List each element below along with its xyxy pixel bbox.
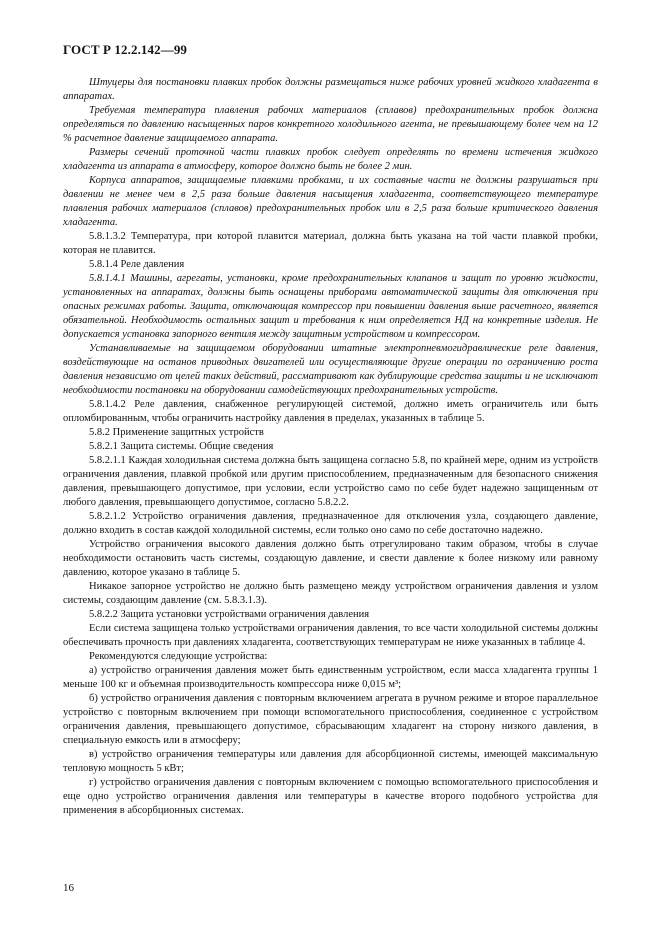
paragraph: 5.8.1.4.2 Реле давления, снабженное регулирующей системой, должно иметь ограничитель или быть опломбированным, чтобы ограничить настройку давления в пределах, указанных в таблице 5. bbox=[63, 399, 598, 424]
paragraph: Корпуса аппаратов, защищаемые плавкими пробками, и их составные части не должны разрушаться при давлении не менее чем в 2,5 раза больше давления насыщения хладагента, соответствующего температуре плавления рабочих материалов (сплавов) предохранительных пробок или в 2,5 раза больше критического давления хладагента. bbox=[63, 175, 598, 228]
section-heading: 5.8.1.4 Реле давления bbox=[89, 259, 185, 270]
paragraph: Никакое запорное устройство не должно быть размещено между устройством ограничения давления и узлом системы, создающим давление (см. 5.8.3.1.3). bbox=[63, 581, 598, 606]
paragraph: Штуцеры для постановки плавких пробок должны размещаться ниже рабочих уровней жидкого хладагента в аппаратах. bbox=[63, 77, 598, 102]
paragraph: Рекомендуются следующие устройства: bbox=[89, 651, 268, 662]
paragraph: Если система защищена только устройствами ограничения давления, то все части холодильной системы должны обеспечивать прочность при давлениях хладагента, соответствующих температурам не ниже указанных в таблице 4. bbox=[63, 623, 598, 648]
document-header: ГОСТ Р 12.2.142—99 bbox=[63, 42, 188, 57]
page-number: 16 bbox=[63, 882, 74, 894]
document-body bbox=[63, 76, 598, 818]
paragraph: Устанавливаемые на защищаемом оборудовании штатные электропневмогидравлические реле давления, воздействующие на останов приводных двигателей или осуществляющие другие операции по ограничению роста давления независимо от целей таких действий, рассматривают как дублирующие средства защиты и не исключают необходимости постановки на оборудовании самодействующих предохранительных устройств. bbox=[63, 343, 598, 396]
paragraph: 5.8.2.1.1 Каждая холодильная система должна быть защищена согласно 5.8, по крайней мере, одним из устройств ограничения давления, плавкой пробкой или другим приспособлением, предназначенным для безопасного снижения давления, превышающего допустимое, при условии, если устройство само по себе будет надежно защищенным от любого давления, превышающего допустимое, согласно 5.8.2.2. bbox=[63, 455, 598, 508]
list-item: а) устройство ограничения давления может быть единственным устройством, если масса хладагента группы 1 меньше 100 кг и объемная производительность компрессора ниже 0,015 м³; bbox=[63, 665, 598, 690]
section-heading: 5.8.2.1 Защита системы. Общие сведения bbox=[89, 441, 274, 452]
paragraph: Размеры сечений проточной части плавких пробок следует определять по времени истечения жидкого хладагента из аппарата в атмосферу, которое должно быть не более 2 мин. bbox=[63, 147, 598, 172]
list-item: г) устройство ограничения давления с повторным включением с помощью вспомогательного приспособления и еще одно устройство ограничения давления или температуры в качестве второго подобного устройства для применения в абсорбционных системах. bbox=[63, 777, 598, 816]
list-item: б) устройство ограничения давления с повторным включением агрегата в ручном режиме и второе параллельное устройство с повторным включением при помощи вспомогательного приспособления, соединенное с устройством ограничения давления, превышающего допустимое, сбрасывающим хладагент на сторону низкого давления, в специальную емкость или в атмосферу; bbox=[63, 693, 598, 746]
paragraph: 5.8.2.1.2 Устройство ограничения давления, предназначенное для отключения узла, создающего давление, должно входить в состав каждой холодильной системы, если только оно само по себе достаточно надежно. bbox=[63, 511, 598, 536]
paragraph: 5.8.1.4.1 Машины, агрегаты, установки, кроме предохранительных клапанов и защит по уровню жидкости, установленных на аппаратах, должны быть оснащены приборами автоматической защиты для отключения при опасных режимах работы. Защита, отключающая компрессор при повышении давления выше расчетного, является обязательной. Необходимость остальных защит и требования к ним определяется НД на конкретные изделия. Не допускается установка запорного вентиля между защитным устройством и компрессором. bbox=[63, 273, 598, 340]
section-heading: 5.8.2 Применение защитных устройств bbox=[89, 427, 264, 438]
list-item: в) устройство ограничения температуры или давления для абсорбционной системы, имеющей максимальную тепловую мощность 5 кВт; bbox=[63, 749, 598, 774]
paragraph: 5.8.1.3.2 Температура, при которой плавится материал, должна быть указана на той части плавкой пробки, которая не плавится. bbox=[63, 231, 598, 256]
paragraph: Требуемая температура плавления рабочих материалов (сплавов) предохранительных пробок должна определяться по давлению насыщенных паров конкретного холодильного агента, не превышающему более чем на 12 % расчетное давление защищаемого аппарата. bbox=[63, 105, 598, 144]
section-heading: 5.8.2.2 Защита установки устройствами ограничения давления bbox=[89, 609, 370, 620]
paragraph: Устройство ограничения высокого давления должно быть отрегулировано таким образом, чтобы в случае необходимости остановить часть системы, создающую давление, и свести давление к более низкому или равному давлению, которое указано в таблице 5. bbox=[63, 539, 598, 578]
